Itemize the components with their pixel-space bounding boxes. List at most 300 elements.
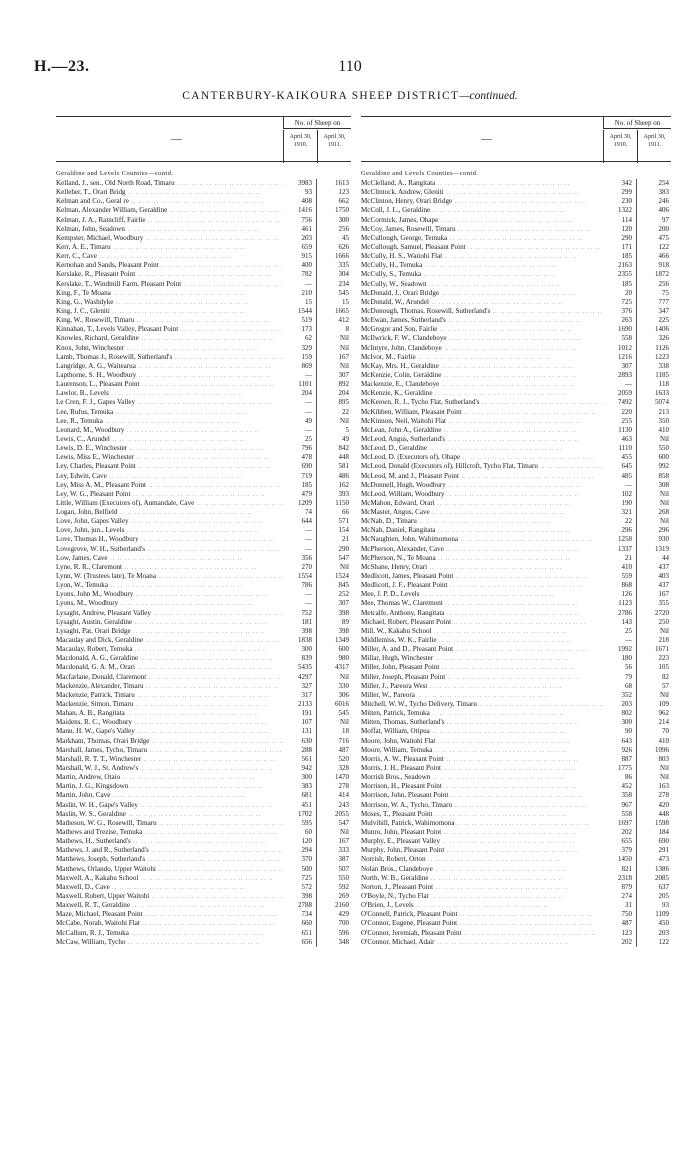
- sheep-1910: 22: [603, 517, 637, 526]
- sheep-1910: 60: [283, 828, 317, 837]
- page-number: 110: [338, 58, 362, 75]
- table-row: [56, 481, 351, 490]
- table-row: [56, 700, 351, 709]
- sheep-1911: 437: [658, 581, 669, 590]
- table-row: [361, 453, 671, 462]
- sheep-1910: 1690: [603, 325, 637, 334]
- owner-name: King, J. C., Gleniti .. ..: [56, 307, 283, 316]
- owner-name: McLeod, D. (Executors of), Ohape .. ..: [361, 453, 603, 462]
- sheep-1911: 49: [342, 434, 349, 443]
- sheep-1911: 662: [338, 197, 349, 206]
- sheep-1910: 300: [603, 718, 637, 727]
- sheep-1911: 1750: [335, 206, 349, 215]
- table-row: [56, 508, 351, 517]
- sheep-1910: 220: [603, 408, 637, 417]
- table-row: [361, 490, 671, 499]
- owner-name: Markham, Thomas, Orari Bridge .. ..: [56, 737, 283, 746]
- sheep-1910: 926: [603, 746, 637, 755]
- sheep-1911: 1524: [335, 572, 349, 581]
- sheep-1910: —: [283, 535, 317, 544]
- table-row: [56, 353, 351, 362]
- table-row: [361, 499, 671, 508]
- sheep-1910: 49: [283, 417, 317, 426]
- table-row: [361, 746, 671, 755]
- owner-name: Moffat, William, Otipua .. ..: [361, 727, 603, 736]
- sheep-1910: 171: [603, 243, 637, 252]
- table-row: [361, 682, 671, 691]
- table-row: [361, 892, 671, 901]
- sheep-1911: 475: [658, 233, 669, 242]
- sheep-1910: 1337: [603, 545, 637, 554]
- sheep-1910: 1101: [283, 380, 317, 389]
- owner-name: McClelland, A., Rangitata .. ..: [361, 179, 603, 188]
- sheep-1911: 5: [345, 425, 349, 434]
- sheep-1910: 86: [603, 773, 637, 782]
- table-row: [56, 874, 351, 883]
- sheep-1911: 291: [658, 846, 669, 855]
- table-row: [361, 545, 671, 554]
- table-row: [361, 700, 671, 709]
- sheep-1910: 942: [283, 764, 317, 773]
- table-row: [56, 810, 351, 819]
- owner-name: Miller, J., Pareora West .. ..: [361, 682, 603, 691]
- table-row: [361, 929, 671, 938]
- table-row: [361, 472, 671, 481]
- table-row: [56, 727, 351, 736]
- right-column: [361, 116, 671, 947]
- table-row: [361, 627, 671, 636]
- owner-name: Kinnahan, T., Levels Valley, Pleasant Point .. ..: [56, 325, 283, 334]
- sheep-1911: 600: [338, 645, 349, 654]
- sheep-1910: 290: [603, 234, 637, 243]
- owner-name: Lamb, Thomas J., Rosewill, Sutherland's .. ..: [56, 353, 283, 362]
- owner-name: Matthews, Orlando, Upper Waitohi .. ..: [56, 865, 283, 874]
- sheep-1910: 185: [603, 252, 637, 261]
- sheep-1911: 213: [658, 407, 669, 416]
- sheep-1910: 915: [283, 252, 317, 261]
- sheep-1910: 126: [603, 590, 637, 599]
- sheep-1911: 545: [338, 709, 349, 718]
- sheep-1910: 519: [283, 316, 317, 325]
- sheep-1910: 1110: [603, 444, 637, 453]
- table-row: [56, 490, 351, 499]
- sheep-1911: 1666: [335, 252, 349, 261]
- sheep-1910: —: [283, 426, 317, 435]
- sheep-1911: 123: [338, 188, 349, 197]
- sheep-1911: 162: [338, 480, 349, 489]
- sheep-1910: 20: [603, 289, 637, 298]
- table-row: [361, 865, 671, 874]
- sheep-1911: 167: [338, 352, 349, 361]
- sheep-1911: Nil: [660, 489, 669, 498]
- sheep-1911: 412: [338, 316, 349, 325]
- sheep-1910: 123: [603, 929, 637, 938]
- owner-name: McCormick, James, Ohape .. ..: [361, 216, 603, 225]
- table-row: [361, 389, 671, 398]
- sheep-1910: 300: [283, 645, 317, 654]
- sheep-1910: 796: [283, 444, 317, 453]
- owner-name: O'Connell, Patrick, Pleasant Point .. ..: [361, 910, 603, 919]
- owner-name: Miller, A. and D., Pleasant Point .. ..: [361, 645, 603, 654]
- sheep-1911: 1671: [655, 645, 669, 654]
- sheep-1910: 230: [603, 197, 637, 206]
- table-row: [361, 755, 671, 764]
- table-row: [361, 234, 671, 243]
- owner-name: Morrish Bros., Seadown .. ..: [361, 773, 603, 782]
- sheep-1911: 163: [658, 782, 669, 791]
- sheep-1911: 992: [658, 462, 669, 471]
- sheep-1911: 1872: [655, 270, 669, 279]
- owner-name: McKeown, R. J., Tycho Flat, Sutherland's .. ..: [361, 398, 603, 407]
- table-row: [361, 764, 671, 773]
- sheep-1911: Nil: [340, 343, 349, 352]
- sheep-1911: 547: [338, 553, 349, 562]
- sheep-1911: Nil: [660, 517, 669, 526]
- table-row: [56, 865, 351, 874]
- owner-name: Marshall, W. J., St. Andrew's .. ..: [56, 764, 283, 773]
- table-row: [361, 344, 671, 353]
- owner-name: Lyons, M., Woodbury .. ..: [56, 599, 283, 608]
- sheep-1910: 1209: [283, 499, 317, 508]
- owner-name: Morris, A. W., Pleasant Point .. ..: [361, 755, 603, 764]
- sheep-1910: 79: [603, 673, 637, 682]
- table-row: [56, 691, 351, 700]
- owner-name: Lewis, Miss E., Winchester .. ..: [56, 453, 283, 462]
- table-row: [361, 261, 671, 270]
- sheep-1911: 1109: [655, 910, 669, 919]
- owner-name: McLeod, M. and J., Pleasant Point .. ..: [361, 472, 603, 481]
- left-table-header: [56, 116, 351, 162]
- sheep-1910: 1554: [283, 572, 317, 581]
- sheep-1911: 223: [658, 654, 669, 663]
- table-row: [361, 289, 671, 298]
- sheep-1910: 56: [603, 663, 637, 672]
- sheep-1910: 725: [603, 298, 637, 307]
- table-row: [361, 846, 671, 855]
- owner-name: McCully, H., Temuka .. ..: [361, 261, 603, 270]
- sheep-1910: 651: [283, 929, 317, 938]
- header-dash: —: [171, 133, 182, 145]
- sheep-1911: 300: [338, 215, 349, 224]
- table-row: [361, 645, 671, 654]
- owner-name: Mee, Thomas W., Claremont .. ..: [361, 599, 603, 608]
- sheep-1911: 308: [658, 480, 669, 489]
- table-row: [56, 618, 351, 627]
- sheep-1911: 398: [338, 626, 349, 635]
- sheep-1910: 2355: [603, 270, 637, 279]
- owner-name: O'Connor, Michael, Adair .. ..: [361, 938, 603, 947]
- owner-name: McCoy, James, Rosewill, Timaru .. ..: [361, 225, 603, 234]
- sheep-1911: 466: [658, 252, 669, 261]
- sheep-1911: 234: [338, 279, 349, 288]
- sheep-1910: 1544: [283, 307, 317, 316]
- owner-name: O'Connor, Eugene, Pleasant Point .. ..: [361, 919, 603, 928]
- table-row: [56, 782, 351, 791]
- sheep-1911: 243: [338, 800, 349, 809]
- table-row: [56, 261, 351, 270]
- table-row: [56, 398, 351, 407]
- owner-name: Lewis, C., Arundel .. ..: [56, 435, 283, 444]
- owner-name: Miller, Joseph, Pleasant Point .. ..: [361, 673, 603, 682]
- table-row: [56, 298, 351, 307]
- right-rows: [361, 179, 671, 947]
- sheep-1910: 821: [603, 865, 637, 874]
- table-row: [56, 773, 351, 782]
- sheep-1910: 356: [283, 554, 317, 563]
- owner-name: Maslin, W. H., Gape's Valley .. ..: [56, 801, 283, 810]
- sheep-1911: 225: [658, 316, 669, 325]
- sheep-1910: 370: [283, 855, 317, 864]
- table-row: [56, 197, 351, 206]
- sheep-1911: 66: [342, 508, 349, 517]
- sheep-1911: 403: [658, 572, 669, 581]
- owner-name: Ley, W. G., Pleasant Point .. ..: [56, 490, 283, 499]
- sheep-1911: 70: [662, 727, 669, 736]
- table-row: [361, 334, 671, 343]
- sheep-1911: Nil: [660, 764, 669, 772]
- sheep-1911: 338: [658, 361, 669, 370]
- sheep-1910: 839: [283, 654, 317, 663]
- owner-name: Maxwell, Robert, Upper Waitohi .. ..: [56, 892, 283, 901]
- sheep-1911: 348: [338, 937, 349, 946]
- owner-name: Lyons, John M., Woodbury .. ..: [56, 590, 283, 599]
- table-row: [361, 691, 671, 700]
- owner-name: McIlwrick, F. W., Clandeboye .. ..: [361, 334, 603, 343]
- owner-name: Ley, Charles, Pleasant Point .. ..: [56, 462, 283, 471]
- sheep-1911: 4317: [335, 663, 349, 672]
- sheep-1911: 246: [658, 197, 669, 206]
- sheep-1911: 545: [338, 288, 349, 297]
- sheep-1911: 383: [658, 188, 669, 197]
- table-row: [56, 417, 351, 426]
- sheep-1910: 786: [283, 581, 317, 590]
- owner-name: O'Connor, Jeremiah, Pleasant Point .. ..: [361, 929, 603, 938]
- continued-note: —continued.: [459, 90, 518, 102]
- sheep-1910: 263: [603, 316, 637, 325]
- sheep-1911: 406: [658, 206, 669, 215]
- sheep-1911: 410: [658, 425, 669, 434]
- sheep-1910: 869: [283, 362, 317, 371]
- table-row: [56, 499, 351, 508]
- table-row: [361, 517, 671, 526]
- sheep-1911: 596: [338, 928, 349, 937]
- sheep-1911: 97: [662, 215, 669, 224]
- owner-name: Lysaght, Pat, Orari Bridge .. ..: [56, 627, 283, 636]
- sheep-1910: 398: [283, 892, 317, 901]
- sheep-1911: 118: [658, 380, 669, 389]
- sheep-1911: 214: [658, 718, 669, 727]
- sheep-1911: 335: [338, 261, 349, 270]
- sheep-1910: 2786: [603, 609, 637, 618]
- owner-name: Mill, W., Kakahu School .. ..: [361, 627, 603, 636]
- sheep-1911: 930: [658, 535, 669, 544]
- sheep-1910: 307: [603, 362, 637, 371]
- sheep-1910: 180: [603, 654, 637, 663]
- sheep-1910: —: [603, 380, 637, 389]
- owner-name: Leonard, M., Woodbury .. ..: [56, 426, 283, 435]
- sheep-1911: 547: [338, 818, 349, 827]
- table-row: [56, 435, 351, 444]
- table-row: [56, 280, 351, 289]
- sheep-1910: 802: [603, 709, 637, 718]
- table-row: [56, 609, 351, 618]
- table-row: [56, 828, 351, 837]
- sheep-1910: 90: [603, 727, 637, 736]
- owner-name: Middlemiss, W. K., Fairlie .. ..: [361, 636, 603, 645]
- sheep-1910: —: [283, 408, 317, 417]
- table-row: [361, 590, 671, 599]
- owner-name: McLeod, Angus, Sutherland's .. ..: [361, 435, 603, 444]
- table-row: [361, 380, 671, 389]
- table-row: [361, 481, 671, 490]
- sheep-1910: 321: [603, 508, 637, 517]
- sheep-1911: 1633: [655, 389, 669, 398]
- table-row: [56, 819, 351, 828]
- owner-name: Langridge, A. G., Waitearua .. ..: [56, 362, 283, 371]
- sheep-1911: 328: [338, 764, 349, 772]
- sheep-1910: 21: [603, 554, 637, 563]
- sheep-1910: 181: [283, 618, 317, 627]
- table-row: [361, 325, 671, 334]
- sheep-1910: 383: [283, 782, 317, 791]
- table-row: [56, 910, 351, 919]
- sheep-1910: 203: [283, 234, 317, 243]
- sheep-1911: 592: [338, 882, 349, 891]
- table-row: [56, 791, 351, 800]
- table-row: [361, 298, 671, 307]
- table-row: [361, 810, 671, 819]
- sheep-1911: 18: [342, 727, 349, 736]
- owner-name: Martin, J. G., Kingsdown .. ..: [56, 782, 283, 791]
- table-row: [361, 444, 671, 453]
- header-sheep-on: No. of Sheep on: [603, 117, 671, 129]
- sheep-1911: 307: [338, 370, 349, 379]
- owner-name: Nolan Bros., Clandeboye .. ..: [361, 865, 603, 874]
- sheep-1910: 299: [603, 188, 637, 197]
- sheep-1910: 1992: [603, 645, 637, 654]
- sheep-1910: 719: [283, 472, 317, 481]
- sheep-1910: 782: [283, 270, 317, 279]
- table-row: [56, 801, 351, 810]
- owner-name: Moore, John, Waitohi Flat .. ..: [361, 737, 603, 746]
- sheep-1911: 473: [658, 855, 669, 864]
- owner-name: Martin, John, Cave .. ..: [56, 791, 283, 800]
- header-year-1911: April 30, 1911.: [637, 130, 671, 163]
- sheep-1910: 202: [603, 828, 637, 837]
- table-row: [361, 855, 671, 864]
- owner-name: Mann, H. W., Gape's Valley .. ..: [56, 727, 283, 736]
- sheep-1911: 716: [338, 736, 349, 745]
- owner-name: McCullough, George, Temuka .. ..: [361, 234, 603, 243]
- sheep-1911: 204: [338, 389, 349, 398]
- sheep-1911: 105: [658, 663, 669, 672]
- sheep-1910: 329: [283, 344, 317, 353]
- table-row: [361, 225, 671, 234]
- sheep-1911: 2055: [335, 809, 349, 818]
- sheep-1911: 200: [658, 224, 669, 233]
- sheep-1910: 159: [283, 353, 317, 362]
- owner-name: Mee, J. P. D., Levels .. ..: [361, 590, 603, 599]
- sheep-1910: 107: [283, 718, 317, 727]
- owner-name: Maslin, W. S., Geraldine .. ..: [56, 810, 283, 819]
- owner-name: McMahon, Edward, Orari .. ..: [361, 499, 603, 508]
- table-row: [56, 408, 351, 417]
- sheep-1911: 2085: [655, 873, 669, 882]
- table-row: [56, 581, 351, 590]
- sheep-1910: 274: [603, 892, 637, 901]
- owner-name: Medlicott, J. F., Pleasant Point .. ..: [361, 581, 603, 590]
- table-row: [56, 444, 351, 453]
- sheep-1911: 203: [658, 928, 669, 937]
- sheep-1910: 379: [603, 846, 637, 855]
- owner-name: Le Cren, F. J., Gapes Valley .. ..: [56, 398, 283, 407]
- owner-name: Low, James, Cave .. ..: [56, 554, 283, 563]
- sheep-1911: 304: [338, 270, 349, 279]
- sheep-1910: 327: [283, 682, 317, 691]
- table-row: [56, 216, 351, 225]
- sheep-1911: Nil: [340, 361, 349, 370]
- sheep-1911: 167: [658, 590, 669, 599]
- sheep-1910: 660: [283, 919, 317, 928]
- sheep-1910: 2788: [283, 901, 317, 910]
- owner-name: McCully, S., Temuka .. ..: [361, 270, 603, 279]
- owner-name: Maze, Michael, Pleasant Point .. ..: [56, 910, 283, 919]
- owner-name: Maxwell, A., Kakahu School .. ..: [56, 874, 283, 883]
- table-row: [361, 718, 671, 727]
- table-row: [361, 901, 671, 910]
- owner-name: Morrison, H., Pleasant Point .. ..: [361, 782, 603, 791]
- table-row: [361, 526, 671, 535]
- sheep-1910: 131: [283, 727, 317, 736]
- owner-name: Lawlor, B., Levels .. ..: [56, 389, 283, 398]
- sheep-1911: 1470: [335, 773, 349, 782]
- sheep-1911: 892: [338, 380, 349, 389]
- owner-name: Lovegrove, W. H., Sutherland's .. ..: [56, 545, 283, 554]
- owner-name: McCaw, William, Tycho .. ..: [56, 938, 283, 947]
- sheep-1911: 487: [338, 745, 349, 754]
- owner-name: Kelman, Alexander William, Geraldine .. ..: [56, 206, 283, 215]
- owner-name: Kerr, A. E., Timaru .. ..: [56, 243, 283, 252]
- owner-name: Knowles, Richard, Geraldine .. ..: [56, 334, 283, 343]
- table-row: [361, 654, 671, 663]
- sheep-1910: 376: [603, 307, 637, 316]
- sheep-1910: 756: [283, 216, 317, 225]
- owner-name: McPherson, Alexander, Cave .. ..: [361, 545, 603, 554]
- table-row: [56, 252, 351, 261]
- sheep-1911: 330: [338, 681, 349, 690]
- sheep-1910: 630: [283, 737, 317, 746]
- table-row: [56, 563, 351, 572]
- owner-name: McLean, John A., Geraldine .. ..: [361, 426, 603, 435]
- table-row: [361, 252, 671, 261]
- sheep-1910: 25: [603, 627, 637, 636]
- sheep-1910: 487: [603, 919, 637, 928]
- table-row: [56, 389, 351, 398]
- sheep-1910: 725: [283, 874, 317, 883]
- sheep-1910: 887: [603, 755, 637, 764]
- sheep-1911: Nil: [660, 498, 669, 507]
- table-row: [56, 472, 351, 481]
- section-heading: Geraldine and Levels Counties—contd.: [361, 170, 479, 177]
- sheep-1911: 57: [662, 681, 669, 690]
- owner-name: Mathews and Trezise, Temuka .. ..: [56, 828, 283, 837]
- sheep-1911: 75: [662, 288, 669, 297]
- table-row: [361, 435, 671, 444]
- sheep-1910: 114: [603, 216, 637, 225]
- table-row: [56, 846, 351, 855]
- owner-name: McNab, Daniel, Rangitata .. ..: [361, 526, 603, 535]
- sheep-1910: 681: [283, 791, 317, 800]
